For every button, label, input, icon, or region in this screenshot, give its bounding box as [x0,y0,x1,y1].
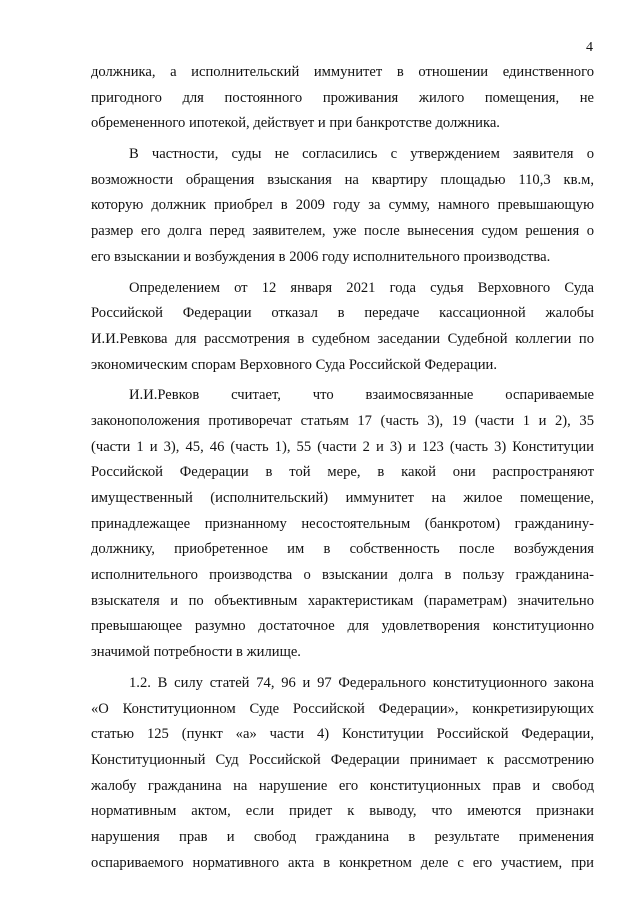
text-line: превышающее разумно достаточное для удовлетворения конституционно [91,618,594,635]
text-line: В частности, суды не согласились с утверждением заявителя о [129,146,594,163]
text-line: взыскателя и по объективным характеристикам (параметрам) значительно [91,592,594,609]
text-line: должнику, приобретенное им в собственность после возбуждения [91,541,594,558]
text-line: имущественный (исполнительский) иммунитет на жилое помещение, [91,490,594,506]
text-line: И.И.Ревкова для рассмотрения в судебном заседании Судебной коллегии по [91,330,594,347]
text-line: «О Конституционном Суде Российской Федерации», конкретизирующих [91,700,594,717]
page-number: 4 [586,40,593,55]
text-line: оспариваемого нормативного акта в конкретном деле с его участием, при [91,854,594,871]
text-line: нормативным актом, если придет к выводу, что имеются признаки [91,803,594,820]
text-line: его взыскании и возбуждения в 2006 году исполнительного производства. [91,248,551,265]
text-line: экономическим спорам Верховного Суда Российской Федерации. [91,356,498,373]
text-line: И.И.Ревков считает, что взаимосвязанные оспариваемые [129,387,594,404]
text-line: должника, а исполнительский иммунитет в отношении единственного [91,64,594,80]
text-line: Российской Федерации отказал в передаче кассационной жалобы [91,305,594,322]
text-line: возможности обращения взыскания на квартиру площадью 110,3 кв.м, [91,171,594,188]
text-line: нарушения прав и свобод гражданина в результате применения [91,828,594,845]
text-line: Конституционный Суд Российской Федерации принимает к рассмотрению [91,751,594,768]
text-line: (части 1 и 3), 45, 46 (часть 1), 55 (части 2 и 3) и 123 (часть 3) Конституции [91,438,594,455]
text-line: которую должник приобрел в 2009 году за сумму, намного превышающую [91,197,594,214]
text-line: пригодного для постоянного проживания жилого помещения, не [91,89,594,106]
text-line: 1.2. В силу статей 74, 96 и 97 Федерального конституционного закона [129,674,594,691]
text-line: жалобу гражданина на нарушение его конституционных прав и свобод [91,777,594,794]
text-line: обремененного ипотекой, действует и при банкротстве должника. [91,115,500,132]
text-line: Определением от 12 января 2021 года судья Верховного Суда [129,279,594,296]
text-line: исполнительного производства о взыскании долга в пользу гражданина- [91,567,594,584]
document-body [91,60,594,876]
text-line: законоположения противоречат статьям 17 (часть 3), 19 (части 1 и 2), 35 [91,412,594,429]
text-line: принадлежащее признанному несостоятельным (банкротом) гражданину- [91,515,594,532]
text-line: статью 125 (пункт «а» части 4) Конституции Российской Федерации, [91,726,594,743]
text-line: значимой потребности в жилище. [91,644,301,661]
text-line: Российской Федерации в той мере, в какой они распространяют [91,464,594,481]
text-line: размер его долга перед заявителем, уже после вынесения судом решения о [91,223,594,240]
